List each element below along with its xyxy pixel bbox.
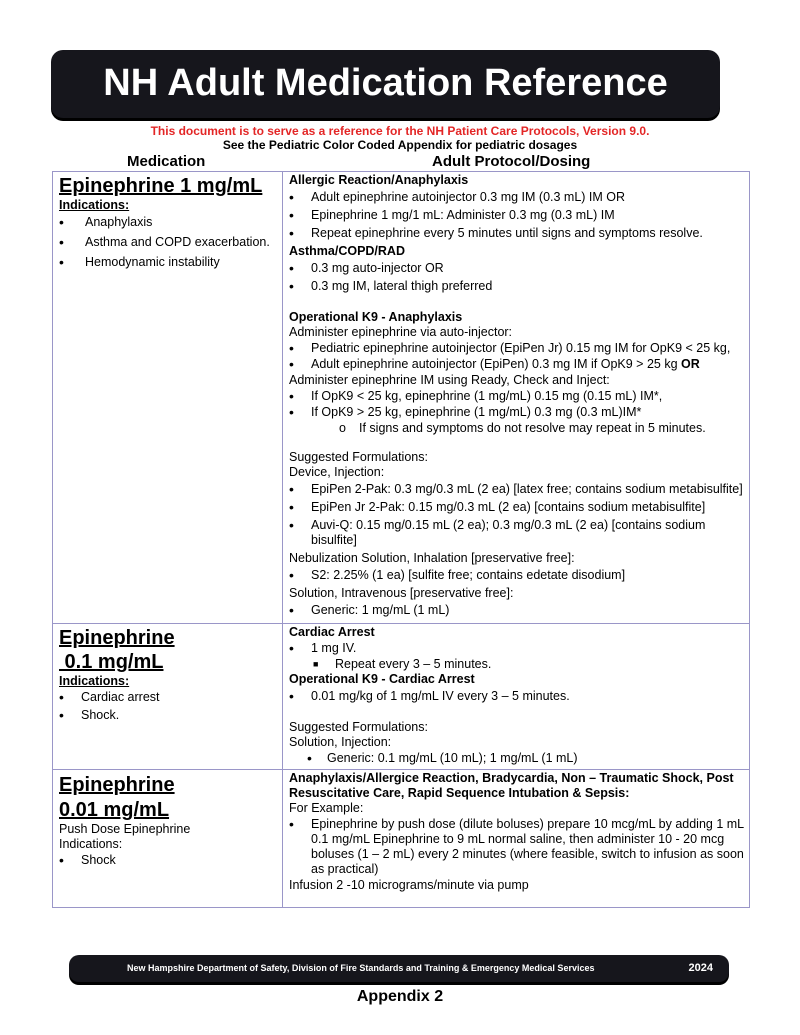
appendix-label: Appendix 2 [356,988,444,1005]
dosing-list [289,389,745,420]
list-item: • Shock. [59,708,278,723]
column-header-protocol: Adult Protocol/Dosing [432,153,591,170]
drug-subtitle: Push Dose Epinephrine [59,822,191,836]
list-item [289,357,745,372]
indications-list [59,853,278,868]
list-item: o If signs and symptoms do not resolve may repeat in 5 minutes. [289,421,745,436]
section-heading: Operational K9 - Anaphylaxis [289,310,463,324]
list-item: • EpiPen Jr 2-Pak: 0.15 mg/0.3 mL (2 ea) [contains sodium metabisulfite] [289,500,745,515]
list-item: • Generic: 1 mg/mL (1 mL) [289,603,745,618]
text-line: Device, Injection: [289,465,385,479]
text-line: Administer epinephrine via auto-injector: [289,325,513,339]
list-item: • Auvi-Q: 0.15 mg/0.15 mL (2 ea); 0.3 mg/0.3 mL (2 ea) [contains sodium bisulfite] [289,518,745,548]
indications-label: Indications: [59,674,130,688]
table-row [53,624,750,770]
medication-cell [53,172,283,624]
footer-bar [69,955,729,982]
dosing-list [289,190,745,241]
text-line: Infusion 2 -10 micrograms/minute via pump [289,878,529,892]
list-item: • 0.3 mg auto-injector OR [289,261,745,276]
list-item: • Epinephrine by push dose (dilute boluses) prepare 10 mcg/mL by adding 1 mL 0.1 mg/mL Epinephrine to 9 mL normal saline, then administer 10 - 20 mcg boluses (1 – 2 mL) every 2 minutes (where feasible, switch to infusion as soon as practical) [289,817,745,877]
section-heading: Asthma/COPD/RAD [289,244,405,258]
drug-concentration: 0.1 mg/mL [59,651,164,673]
page-title: NH Adult Medication Reference [51,50,720,118]
drug-name: Epinephrine [59,627,175,649]
list-item: • S2: 2.25% (1 ea) [sulfite free; contains edetate disodium] [289,568,745,583]
indications-label: Indications: [59,198,130,212]
dosing-list [289,261,745,294]
list-item: • 0.01 mg/kg of 1 mg/mL IV every 3 – 5 minutes. [289,689,745,704]
table-row [53,172,750,624]
protocol-cell [283,624,750,770]
list-item: • Asthma and COPD exacerbation. [59,235,278,250]
footer-year: 2024 [688,962,713,974]
column-header-medication: Medication [127,153,206,170]
drug-name: Epinephrine 1 mg/mL [59,175,263,197]
list-item: • Anaphylaxis [59,215,278,230]
text-line: Suggested Formulations: [289,720,428,734]
footer-text: New Hampshire Department of Safety, Division of Fire Standards and Training & Emergency Medical Services [127,963,595,973]
formulation-list [289,482,745,548]
list-item: • Epinephrine 1 mg/1 mL: Administer 0.3 mg (0.3 mL) IM [289,208,745,223]
text-line: For Example: [289,801,364,815]
list-item: • Generic: 0.1 mg/mL (10 mL); 1 mg/mL (1 mL) [289,751,745,766]
dosing-list [289,689,745,704]
list-item: • Pediatric epinephrine autoinjector (EpiPen Jr) 0.15 mg IM for OpK9 < 25 kg, [289,341,745,356]
text-line: Solution, Injection: [289,735,392,749]
section-heading: Anaphylaxis/Allergice Reaction, Bradycardia, Non – Traumatic Shock, Post Resuscitative Care, Rapid Sequence Intubation & Sepsis: [289,771,734,800]
medication-table [52,171,750,908]
pediatric-appendix-notice: See the Pediatric Color Coded Appendix for pediatric dosages [222,138,578,152]
list-item: • If OpK9 > 25 kg, epinephrine (1 mg/mL) 0.3 mg (0.3 mL)IM* [289,405,745,420]
indications-list [59,215,278,270]
formulation-list [289,751,745,766]
indications-list [59,690,278,723]
or-keyword: OR [681,357,700,371]
medication-cell [53,624,283,770]
formulation-list [289,603,745,618]
protocol-cell [283,172,750,624]
list-item: • EpiPen 2-Pak: 0.3 mg/0.3 mL (2 ea) [latex free; contains sodium metabisulfite] [289,482,745,497]
list-item: • Adult epinephrine autoinjector 0.3 mg IM (0.3 mL) IM OR [289,190,745,205]
table-row [53,770,750,908]
text-line: Suggested Formulations: [289,450,428,464]
list-item: • Repeat epinephrine every 5 minutes until signs and symptoms resolve. [289,226,745,241]
list-item: • Hemodynamic instability [59,255,278,270]
list-item: ■ Repeat every 3 – 5 minutes. [289,657,745,672]
text-line: Solution, Intravenous [preservative free]: [289,586,514,600]
dosing-list [289,641,745,656]
formulation-list [289,568,745,583]
list-item: • If OpK9 < 25 kg, epinephrine (1 mg/mL) 0.15 mg (0.15 mL) IM*, [289,389,745,404]
drug-concentration: 0.01 mg/mL [59,799,170,821]
list-item: • 0.3 mg IM, lateral thigh preferred [289,279,745,294]
protocol-version-notice: This document is to serve as a reference for the NH Patient Care Protocols, Version 9.0. [150,124,650,138]
text-line: Administer epinephrine IM using Ready, Check and Inject: [289,373,610,387]
section-heading: Allergic Reaction/Anaphylaxis [289,173,469,187]
section-heading: Cardiac Arrest [289,625,375,639]
text-line: Nebulization Solution, Inhalation [preservative free]: [289,551,575,565]
sub-list [289,657,745,672]
list-item-text: Adult epinephrine autoinjector (EpiPen) 0.3 mg IM if OpK9 > 25 kg [311,357,678,371]
list-item: • Shock [59,853,278,868]
dosing-list [289,817,745,877]
list-item: • Cardiac arrest [59,690,278,705]
protocol-cell [283,770,750,908]
drug-name: Epinephrine [59,774,175,796]
indications-label: Indications: [59,837,123,851]
section-heading: Operational K9 - Cardiac Arrest [289,672,475,686]
sub-list [289,421,745,436]
dosing-list [289,341,745,372]
list-item: • 1 mg IV. [289,641,745,656]
medication-cell [53,770,283,908]
